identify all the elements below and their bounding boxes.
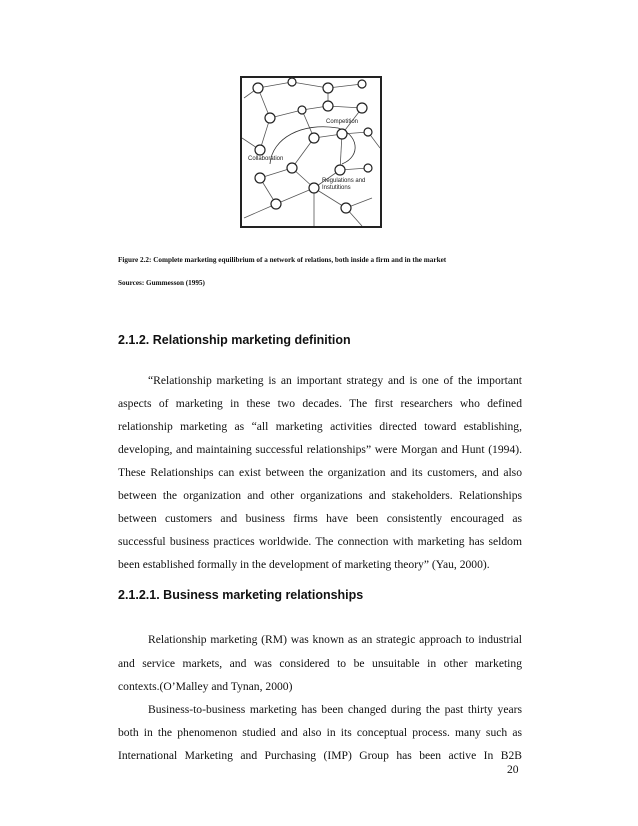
paragraph-line: These Relationships can exist between the organization and its customers, and also xyxy=(118,466,522,479)
paragraph-line: relationship marketing as “all marketing activities directed toward establishing, xyxy=(118,420,522,433)
section-heading-business-marketing: 2.1.2.1. Business marketing relationships xyxy=(118,588,364,602)
paragraph-line: been established formally in the development of marketing theory” (Yau, 2000). xyxy=(118,558,490,571)
paragraph-line: Business-to-business marketing has been changed during the past thirty years xyxy=(148,703,522,716)
figure-source: Sources: Gummesson (1995) xyxy=(118,279,205,287)
paragraph-line: between customers and business firms have been consistently encouraged as xyxy=(118,512,522,525)
page-number: 20 xyxy=(507,763,519,776)
network-diagram xyxy=(242,78,380,226)
network-figure xyxy=(240,76,382,228)
label-collaboration: Collaboration xyxy=(248,156,284,162)
label-competition: Competition xyxy=(326,119,359,125)
paragraph-line: International Marketing and Purchasing (IMP) Group has been active In B2B xyxy=(118,749,522,762)
paragraph-line: developing, and maintaining successful relationships” were Morgan and Hunt (1994). xyxy=(118,443,522,456)
paragraph-line: both in the phenomenon studied and also in its conceptual process. many such as xyxy=(118,726,522,739)
paragraph-line: and service markets, and was considered to be unsuitable in other marketing xyxy=(118,657,522,670)
paragraph-line: between the organization and other organizations and stakeholders. Relationships xyxy=(118,489,522,502)
paragraph-line: successful business practices worldwide. The connection with marketing has seldom xyxy=(118,535,522,548)
label-regulations: Regulations and xyxy=(322,178,366,184)
paragraph-line: Relationship marketing (RM) was known as an strategic approach to industrial xyxy=(148,633,522,646)
paragraph-line: “Relationship marketing is an important strategy and is one of the important xyxy=(148,374,522,387)
label-institutions: Instutitions xyxy=(322,185,351,191)
figure-caption: Figure 2.2: Complete marketing equilibrium of a network of relations, both inside a firm and in the market xyxy=(118,256,447,264)
section-heading-relationship-marketing: 2.1.2. Relationship marketing definition xyxy=(118,333,351,347)
paragraph-line: contexts.(O’Malley and Tynan, 2000) xyxy=(118,680,293,693)
paragraph-line: aspects of marketing in these two decades. The first researchers who defined xyxy=(118,397,522,410)
